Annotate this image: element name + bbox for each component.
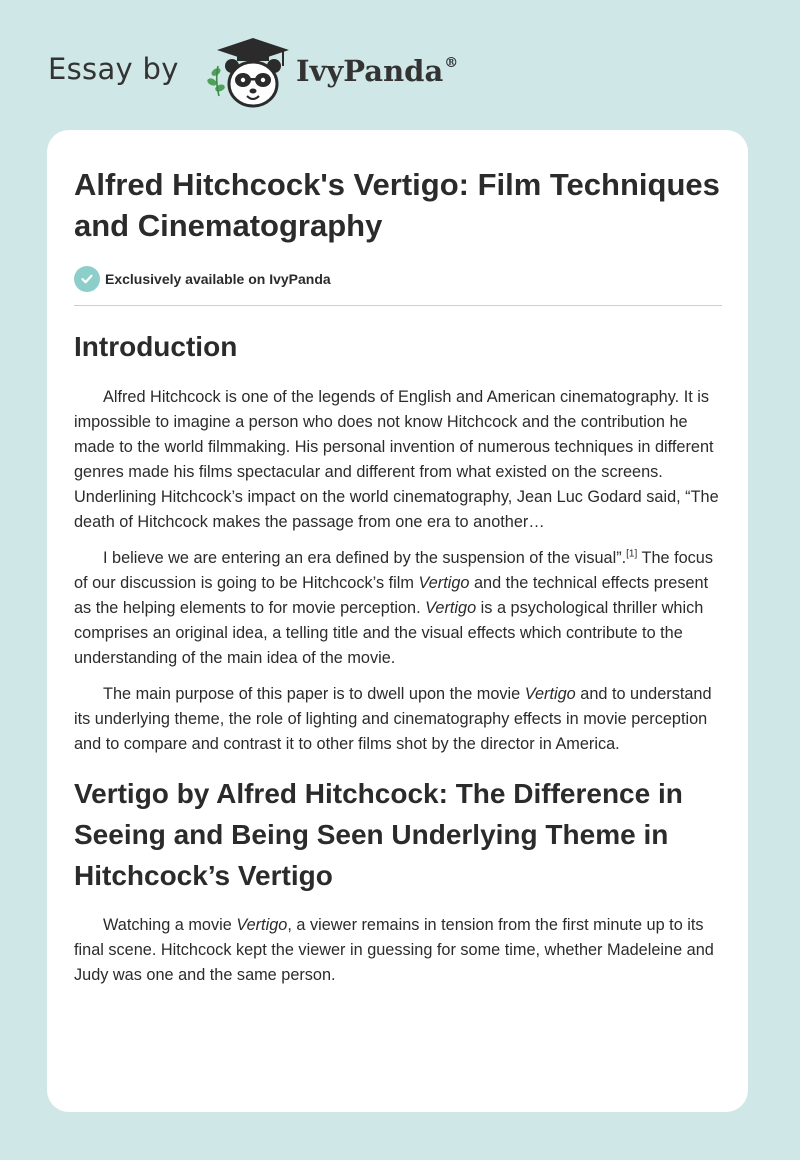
panda-logo-icon[interactable] bbox=[203, 36, 293, 110]
section-heading-vertigo: Vertigo by Alfred Hitchcock: The Difference in Seeing and Being Seen Underlying Theme in Hitchcock’s Vertigo bbox=[74, 778, 683, 891]
paragraph: I believe we are entering an era defined by the suspension of the visual”.[1] The focus of our discussion is going to be Hitchcock’s film Vertigo and the technical effects present as the helping elements to for movie perception. Vertigo is a psychological thriller which comprises an original idea, a telling title and the visual effects which contribute to the understanding of the main idea of the movie. bbox=[74, 548, 713, 667]
site-header bbox=[48, 30, 748, 110]
film-title: Vertigo bbox=[524, 685, 576, 703]
section-heading-introduction: Introduction bbox=[74, 331, 238, 362]
exclusive-badge bbox=[74, 265, 722, 293]
ivy-leaf-icon bbox=[206, 66, 226, 96]
registered-mark: ® bbox=[444, 55, 459, 71]
film-title: Vertigo bbox=[418, 574, 470, 592]
page-title: Alfred Hitchcock's Vertigo: Film Techniques and Cinematography bbox=[74, 167, 720, 243]
paragraph: Watching a movie Vertigo, a viewer remains in tension from the first minute up to its final scene. Hitchcock kept the viewer in guessing for some time, whether Madeleine and Judy was one and the same person. bbox=[74, 916, 714, 984]
essay-content bbox=[74, 164, 722, 988]
paragraph: The main purpose of this paper is to dwell upon the movie Vertigo and to understand its underlying theme, the role of lighting and cinematography effects in movie perception and to compare and contrast it to other films shot by the director in America. bbox=[74, 685, 712, 753]
paragraph: Alfred Hitchcock is one of the legends of English and American cinematography. It is impossible to imagine a person who does not know Hitchcock and the contribution he made to the world filmmaking. His personal invention of numerous techniques in different genres made his films spectacular and different from what existed on the screens. Underlining Hitchcock’s impact on the world cinematography, Jean Luc Godard said, “The death of Hitchcock makes the passage from one era to another… bbox=[74, 388, 719, 531]
brand-name[interactable]: IvyPanda® bbox=[296, 54, 459, 88]
divider bbox=[74, 305, 722, 306]
footnote-link[interactable]: [1] bbox=[626, 548, 638, 560]
check-icon bbox=[74, 266, 100, 292]
film-title: Vertigo bbox=[425, 599, 477, 617]
exclusive-label: Exclusively available on IvyPanda bbox=[105, 271, 331, 287]
essay-card bbox=[47, 130, 748, 1112]
film-title: Vertigo bbox=[236, 916, 288, 934]
essay-by-label: Essay by bbox=[48, 52, 179, 86]
